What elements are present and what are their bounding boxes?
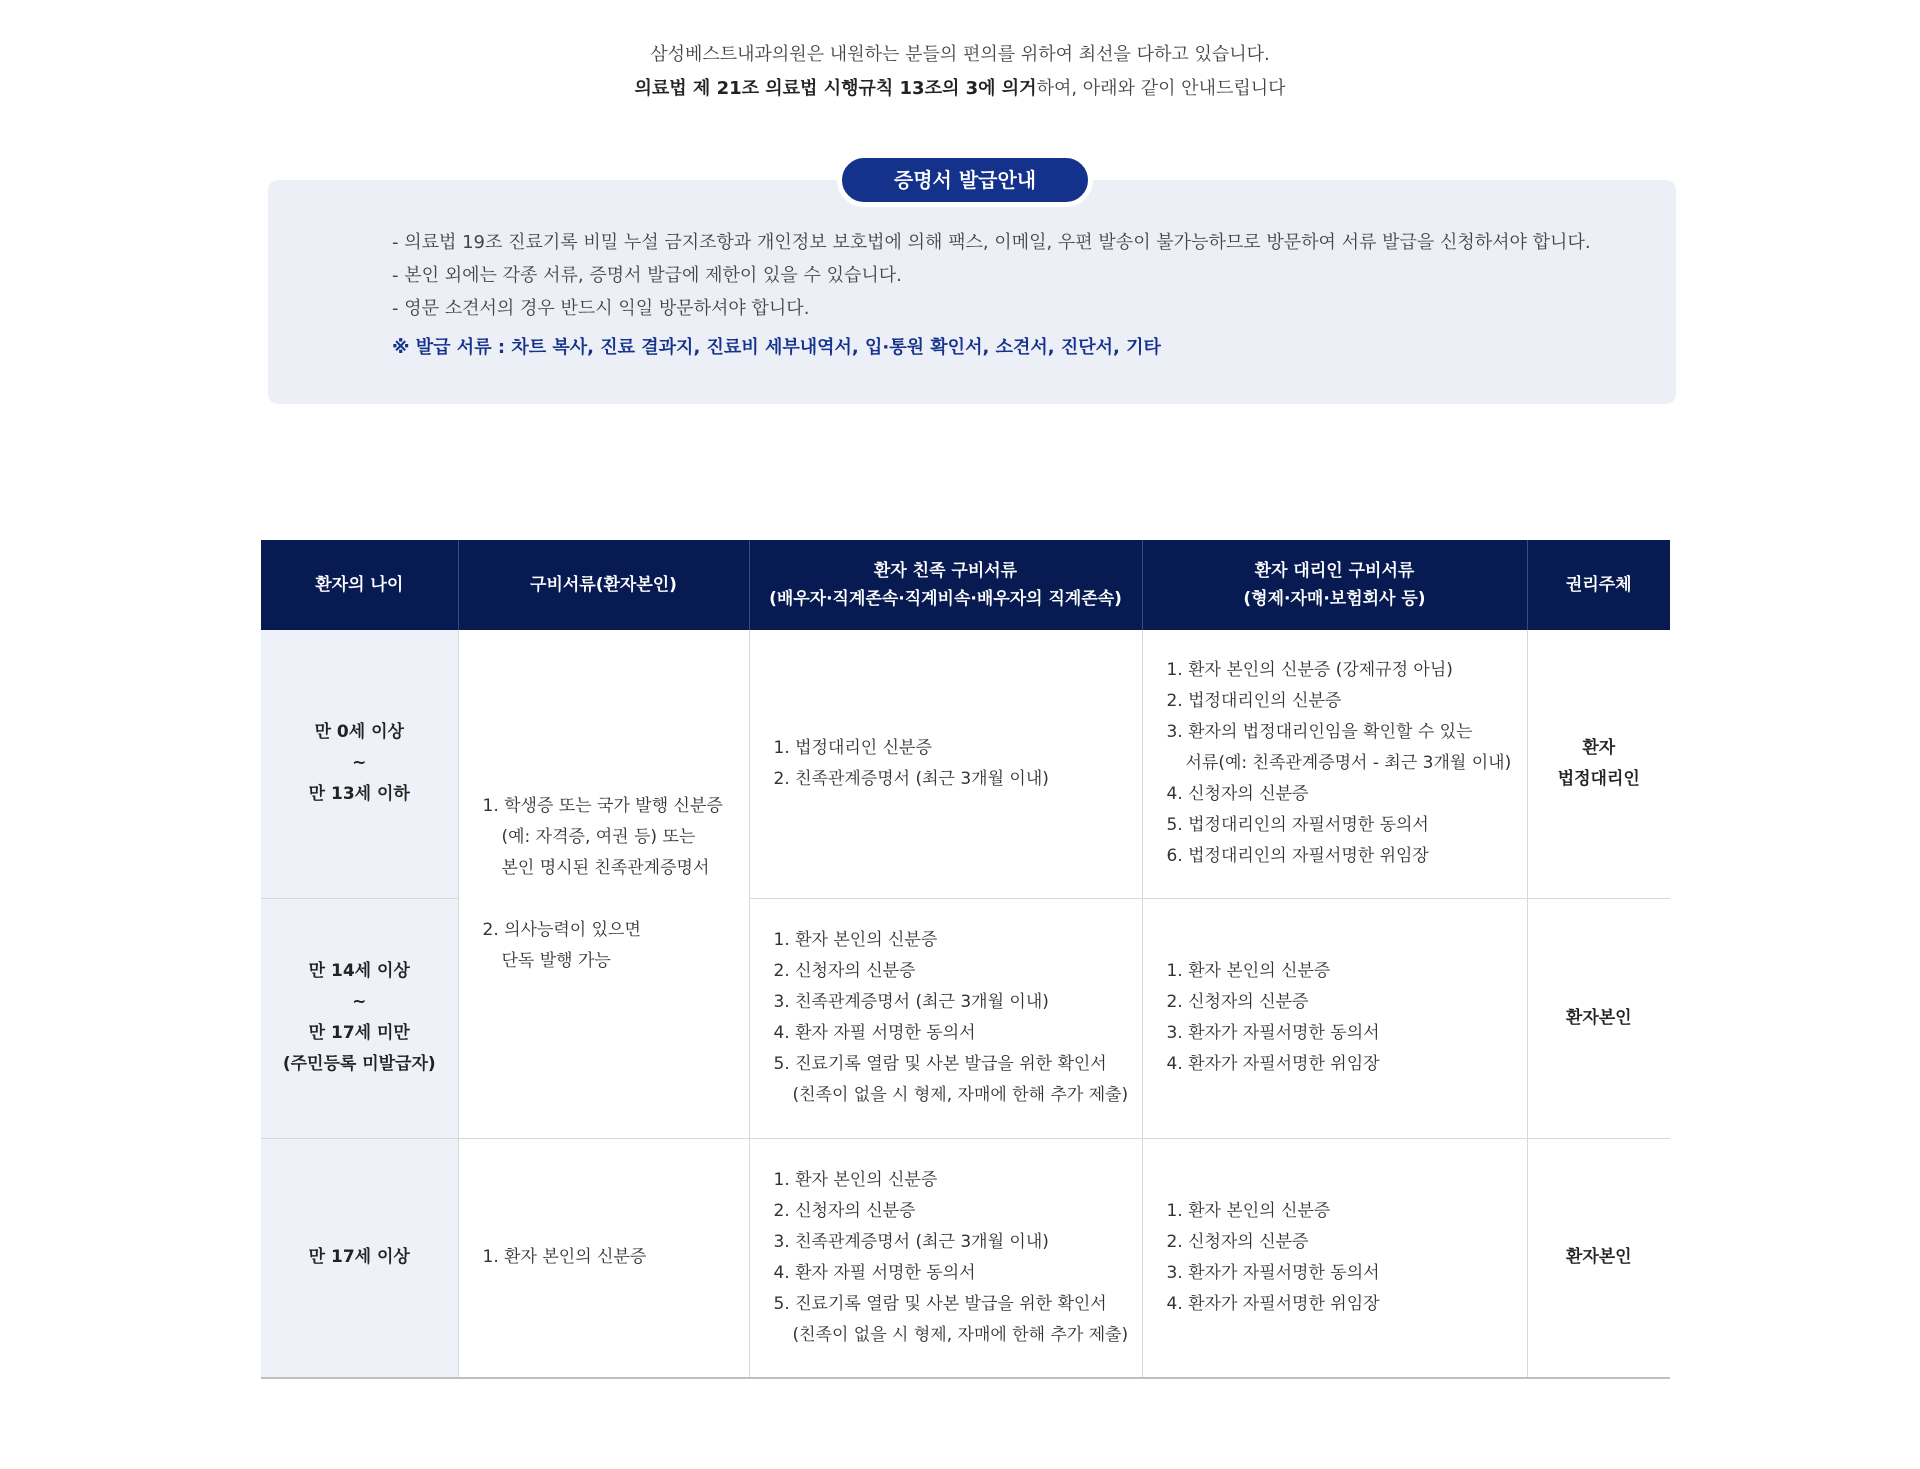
table-row <box>261 630 1670 898</box>
self-documents-cell <box>458 630 749 1138</box>
age-line: 만 14세 이상 <box>308 961 410 981</box>
age-line: 만 17세 이상 <box>308 1247 410 1268</box>
age-line: 만 17세 미만 <box>308 1023 410 1043</box>
certificate-note: - 의료법 19조 진료기록 비밀 누설 금지조항과 개인정보 보호법에 의해 팩스, 이메일, 우편 발송이 불가능하므로 방문하여 서류 발급을 신청하셔야 합니다. <box>392 232 1591 253</box>
document-item: 3. 환자의 법정대리인임을 확인할 수 있는 <box>1166 722 1473 743</box>
intro-line-2-rest: 하여, 아래와 같이 안내드립니다 <box>1036 78 1286 99</box>
document-item: 6. 법정대리인의 자필서명한 위임장 <box>1166 846 1429 867</box>
age-cell <box>261 1138 458 1378</box>
document-item: (예: 자격증, 여권 등) 또는 <box>501 826 696 847</box>
agent-documents-cell <box>1142 898 1527 1138</box>
right-holder-line: 환자 <box>1582 737 1616 758</box>
document-item: 1. 학생증 또는 국가 발행 신분증 <box>482 795 723 816</box>
header-agent-title: 환자 대리인 구비서류 <box>1254 561 1415 581</box>
document-item: 2. 의사능력이 있으면 <box>482 919 641 940</box>
table-row <box>261 1138 1670 1378</box>
intro-law-reference: 의료법 제 21조 의료법 시행규칙 13조의 3에 의거 <box>634 78 1037 99</box>
certificate-note: - 본인 외에는 각종 서류, 증명서 발급에 제한이 있을 수 있습니다. <box>392 265 902 286</box>
document-item: 3. 친족관계증명서 (최근 3개월 이내) <box>773 1231 1049 1252</box>
table-header-row <box>261 540 1670 630</box>
family-documents-cell <box>749 898 1142 1138</box>
right-holder-line: 법정대리인 <box>1557 768 1640 789</box>
document-item: 2. 친족관계증명서 (최근 3개월 이내) <box>773 768 1049 789</box>
right-holder-cell <box>1527 630 1670 898</box>
document-item: 1. 환자 본인의 신분증 <box>773 1169 938 1190</box>
document-item: 1. 환자 본인의 신분증 <box>1166 961 1331 981</box>
age-line: (주민등록 미발급자) <box>282 1054 436 1074</box>
document-item: 1. 환자 본인의 신분증 <box>773 930 938 950</box>
age-line: ~ <box>352 992 367 1012</box>
age-line: 만 13세 이하 <box>308 784 410 805</box>
document-item: 1. 환자 본인의 신분증 <box>1166 1200 1331 1221</box>
header-self-documents: 구비서류(환자본인) <box>458 540 749 630</box>
intro-line-2 <box>0 72 1920 106</box>
document-item: 5. 법정대리인의 자필서명한 동의서 <box>1166 815 1429 836</box>
header-family-subtitle: (배우자·직계존속·직계비속·배우자의 직계존속) <box>769 589 1122 609</box>
document-item: 5. 진료기록 열람 및 사본 발급을 위한 확인서 <box>773 1054 1107 1074</box>
header-agent-documents <box>1142 540 1527 630</box>
issued-documents-list: ※ 발급 서류 : 차트 복사, 진료 결과지, 진료비 세부내역서, 입·통원 확인서, 소견서, 진단서, 기타 <box>392 337 1161 358</box>
document-item: 3. 환자가 자필서명한 동의서 <box>1166 1023 1380 1043</box>
document-item: 4. 환자 자필 서명한 동의서 <box>773 1023 976 1043</box>
certificate-notes <box>392 226 1652 364</box>
age-line: ~ <box>352 753 367 774</box>
right-holder-line: 환자본인 <box>1565 1007 1632 1028</box>
document-item: 3. 환자가 자필서명한 동의서 <box>1166 1262 1380 1283</box>
self-documents-cell <box>458 1138 749 1378</box>
family-documents-cell <box>749 630 1142 898</box>
document-item: 1. 환자 본인의 신분증 <box>482 1247 647 1268</box>
header-family-documents <box>749 540 1142 630</box>
header-family-title: 환자 친족 구비서류 <box>873 561 1018 581</box>
document-item: 2. 법정대리인의 신분증 <box>1166 691 1342 712</box>
document-item: 2. 신청자의 신분증 <box>1166 1231 1309 1252</box>
right-holder-line: 환자본인 <box>1565 1247 1632 1268</box>
document-item: 3. 친족관계증명서 (최근 3개월 이내) <box>773 992 1049 1012</box>
right-holder-cell <box>1527 898 1670 1138</box>
header-age: 환자의 나이 <box>261 540 458 630</box>
right-holder-cell <box>1527 1138 1670 1378</box>
document-item: 2. 신청자의 신분증 <box>773 1200 916 1221</box>
required-documents-table <box>261 540 1670 1379</box>
agent-documents-cell <box>1142 1138 1527 1378</box>
certificate-badge: 증명서 발급안내 <box>837 153 1093 207</box>
document-item: 서류(예: 친족관계증명서 - 최근 3개월 이내) <box>1185 753 1512 774</box>
document-item: 2. 신청자의 신분증 <box>773 961 916 981</box>
document-item: 5. 진료기록 열람 및 사본 발급을 위한 확인서 <box>773 1293 1107 1314</box>
document-item: (친족이 없을 시 형제, 자매에 한해 추가 제출) <box>792 1324 1129 1345</box>
header-right-holder: 권리주체 <box>1527 540 1670 630</box>
document-item: 1. 법정대리인 신분증 <box>773 737 932 758</box>
age-cell <box>261 630 458 898</box>
document-item: 4. 신청자의 신분증 <box>1166 784 1309 805</box>
document-item: 단독 발행 가능 <box>501 950 611 971</box>
family-documents-cell <box>749 1138 1142 1378</box>
document-item: 4. 환자가 자필서명한 위임장 <box>1166 1054 1380 1074</box>
header-agent-subtitle: (형제·자매·보험회사 등) <box>1243 589 1426 609</box>
document-item: 4. 환자 자필 서명한 동의서 <box>773 1262 976 1283</box>
age-line: 만 0세 이상 <box>314 722 404 743</box>
intro-line-1: 삼성베스트내과의원은 내원하는 분들의 편의를 위하여 최선을 다하고 있습니다. <box>650 44 1270 65</box>
document-item: 1. 환자 본인의 신분증 (강제규정 아님) <box>1166 660 1453 681</box>
agent-documents-cell <box>1142 630 1527 898</box>
certificate-note: - 영문 소견서의 경우 반드시 익일 방문하셔야 합니다. <box>392 298 810 319</box>
document-item: (친족이 없을 시 형제, 자매에 한해 추가 제출) <box>792 1085 1129 1105</box>
document-item: 본인 명시된 친족관계증명서 <box>501 857 710 878</box>
document-item: 2. 신청자의 신분증 <box>1166 992 1309 1012</box>
intro-text <box>0 38 1920 106</box>
age-cell <box>261 898 458 1138</box>
document-item: 4. 환자가 자필서명한 위임장 <box>1166 1293 1380 1314</box>
